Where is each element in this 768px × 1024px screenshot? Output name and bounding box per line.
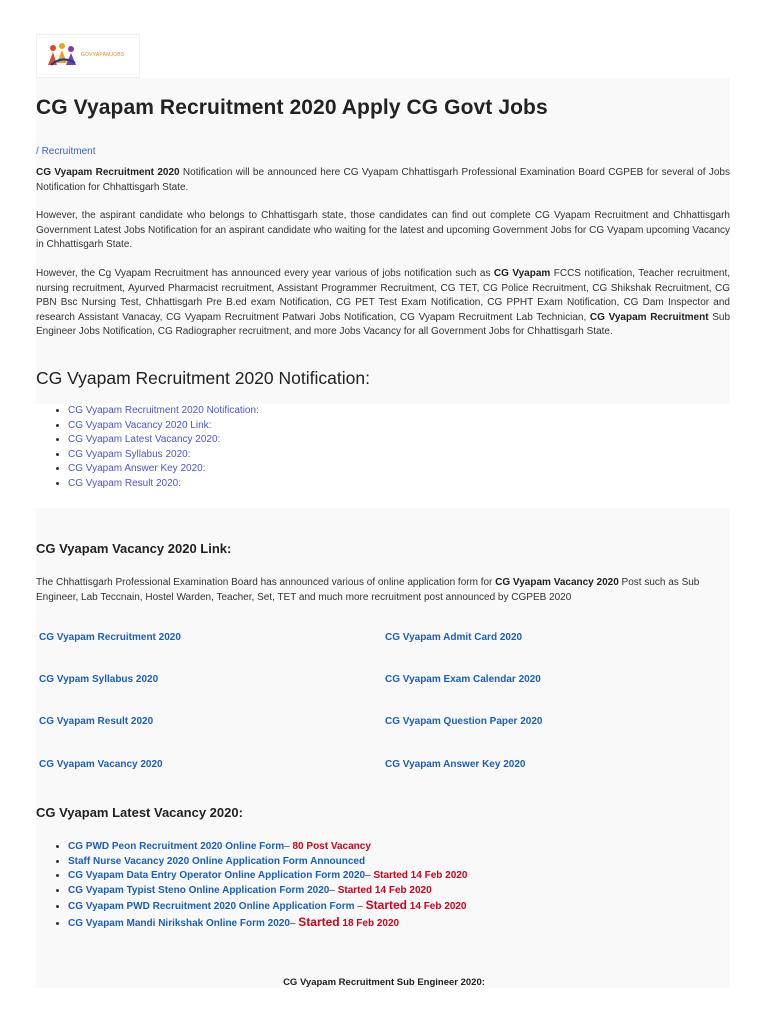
intro-paragraph-3 <box>36 267 730 340</box>
latest-vacancy-heading: CG Vyapam Latest Vacancy 2020: <box>36 805 243 820</box>
vacancy-link[interactable]: CG Vyapam Mandi Nirikshak Online Form 2020 <box>68 917 290 929</box>
page-title: CG Vyapam Recruitment 2020 Apply CG Govt Jobs <box>36 96 548 119</box>
toc-item <box>68 419 259 434</box>
toc-link[interactable]: CG Vyapam Syllabus 2020: <box>68 448 191 460</box>
intro-text: However, the Cg Vyapam Recruitment has announced every year various of jobs notification such as <box>36 268 494 279</box>
toc-link[interactable]: CG Vyapam Recruitment 2020 Notification: <box>68 405 259 416</box>
list-item <box>68 869 467 884</box>
status-text: Started 14 Feb 2020 <box>337 884 432 896</box>
logo-text: GOVYAPAMJOBS <box>81 52 125 58</box>
vacancy-paragraph <box>36 576 730 605</box>
quick-link[interactable]: CG Vyapam Admit Card 2020 <box>385 632 523 643</box>
toc-link[interactable]: CG Vyapam Vacancy 2020 Link: <box>68 419 212 431</box>
list-item <box>68 898 467 915</box>
intro-bold-term: CG Vyapam Recruitment 2020 <box>36 167 180 178</box>
vacancy-link[interactable]: CG PWD Peon Recruitment 2020 Online Form <box>68 841 285 852</box>
vacancy-link[interactable]: CG Vyapam PWD Recruitment 2020 Online Application Form <box>68 901 355 913</box>
quick-link[interactable]: CG Vyapam Recruitment 2020 <box>39 632 181 643</box>
quick-link[interactable]: CG Vyapam Question Paper 2020 <box>385 716 543 727</box>
list-item <box>68 915 467 932</box>
vacancy-text: Post such as Sub Engineer, Lab Teccnain, Hostel Warden, Teacher, Set, TET and much more recruitment post announced by CGPEB 2020 <box>36 577 700 603</box>
notification-heading: CG Vyapam Recruitment 2020 Notification: <box>36 368 370 388</box>
toc-item <box>68 477 259 492</box>
toc-link[interactable]: CG Vyapam Latest Vacancy 2020: <box>68 434 221 446</box>
sub-engineer-heading: CG Vyapam Recruitment Sub Engineer 2020: <box>283 977 485 988</box>
logo-people-icon <box>45 41 79 69</box>
toc-item <box>68 404 259 419</box>
dash-separator: – <box>284 841 293 852</box>
site-logo[interactable] <box>36 34 140 78</box>
intro-bold-term: CG Vyapam <box>493 268 551 279</box>
status-text: 80 Post Vacancy <box>292 841 371 852</box>
vacancy-link[interactable]: CG Vyapam Typist Steno Online Application Form 2020 <box>68 884 330 896</box>
status-started: Started <box>365 898 408 913</box>
intro-bold-term: CG Vyapam Recruitment <box>589 311 709 323</box>
quick-link[interactable]: CG Vyapam Vacancy 2020 <box>39 759 163 770</box>
toc-item <box>68 448 259 463</box>
vacancy-link-heading: CG Vyapam Vacancy 2020 Link: <box>36 541 232 556</box>
status-text: Started 14 Feb 2020 <box>373 870 468 882</box>
dash-separator: – <box>329 884 338 896</box>
quick-link[interactable]: CG Vyapam Result 2020 <box>39 716 154 727</box>
toc-item <box>68 433 259 448</box>
list-item <box>68 840 467 855</box>
vacancy-bold-term: CG Vyapam Vacancy 2020 <box>495 577 619 588</box>
dash-separator: – <box>354 901 366 913</box>
list-item <box>68 884 467 899</box>
vacancy-link[interactable]: CG Vyapam Data Entry Operator Online Application Form 2020 <box>68 870 366 882</box>
intro-text: Sub Engineer Jobs Notification, CG Radiographer recruitment, and more Jobs Vacancy for all Government Jobs for Chhattisgarh State. <box>36 311 731 338</box>
dash-separator: – <box>289 917 299 929</box>
breadcrumb <box>36 146 95 157</box>
breadcrumb-recruitment-link[interactable]: Recruitment <box>41 146 96 157</box>
list-item <box>68 855 467 870</box>
status-started: Started <box>298 914 340 929</box>
vacancy-text: The Chhattisgarh Professional Examination Board has announced various of online application form for <box>36 577 496 588</box>
toc-item <box>68 462 259 477</box>
quick-link[interactable]: CG Vyapam Answer Key 2020 <box>385 759 526 770</box>
table-of-contents <box>36 404 259 492</box>
quick-links-grid <box>36 624 730 784</box>
breadcrumb-separator: / <box>36 146 42 157</box>
dash-separator: – <box>365 870 374 882</box>
intro-text: FCCS notification, Teacher recruitment, nursing recruitment, Ayurved Pharmacist recruitment, Assistant Programmer Recruitment, CG TET, CG Police Recruitment, CG Shikshak Recruitment, CG PBN Bsc Nursing Test, Chhattisgarh Pre B.ed exam Notification, CG PET Test Exam Notification, CG PPHT Exam Notification, CG Dam Inspector and research Assistant Vanacay, CG Vyapam Recruitment Patwari Jobs Notification, CG Vyapam Recruitment Lab Technician, <box>36 268 731 323</box>
vacancy-link[interactable]: Staff Nurse Vacancy 2020 Online Application Form Announced <box>68 855 366 867</box>
intro-paragraph-1 <box>36 166 730 195</box>
toc-link[interactable]: CG Vyapam Answer Key 2020: <box>68 463 206 475</box>
intro-text: Notification will be announced here CG Vyapam Chhattisgarh Professional Examination Board CGPEB for several of Jobs Notification for Chhattisgarh State. <box>36 167 730 193</box>
toc-link[interactable]: CG Vyapam Result 2020: <box>68 477 182 489</box>
latest-vacancy-list <box>36 840 467 932</box>
status-date: 18 Feb 2020 <box>339 917 400 929</box>
quick-link[interactable]: CG Vyapam Exam Calendar 2020 <box>385 674 541 685</box>
intro-paragraph-2: However, the aspirant candidate who belongs to Chhattisgarh state, those candidates can find out complete CG Vyapam Recruitment and Chhattisgarh Government Latest Jobs Notification for an aspirant candidate who waiting for the latest and upcoming Government Jobs for CG Vyapam upcoming Vacancy in Chhattisgarh State. <box>36 210 730 251</box>
status-date: 14 Feb 2020 <box>407 901 467 913</box>
quick-link[interactable]: CG Vypam Syllabus 2020 <box>39 674 159 685</box>
